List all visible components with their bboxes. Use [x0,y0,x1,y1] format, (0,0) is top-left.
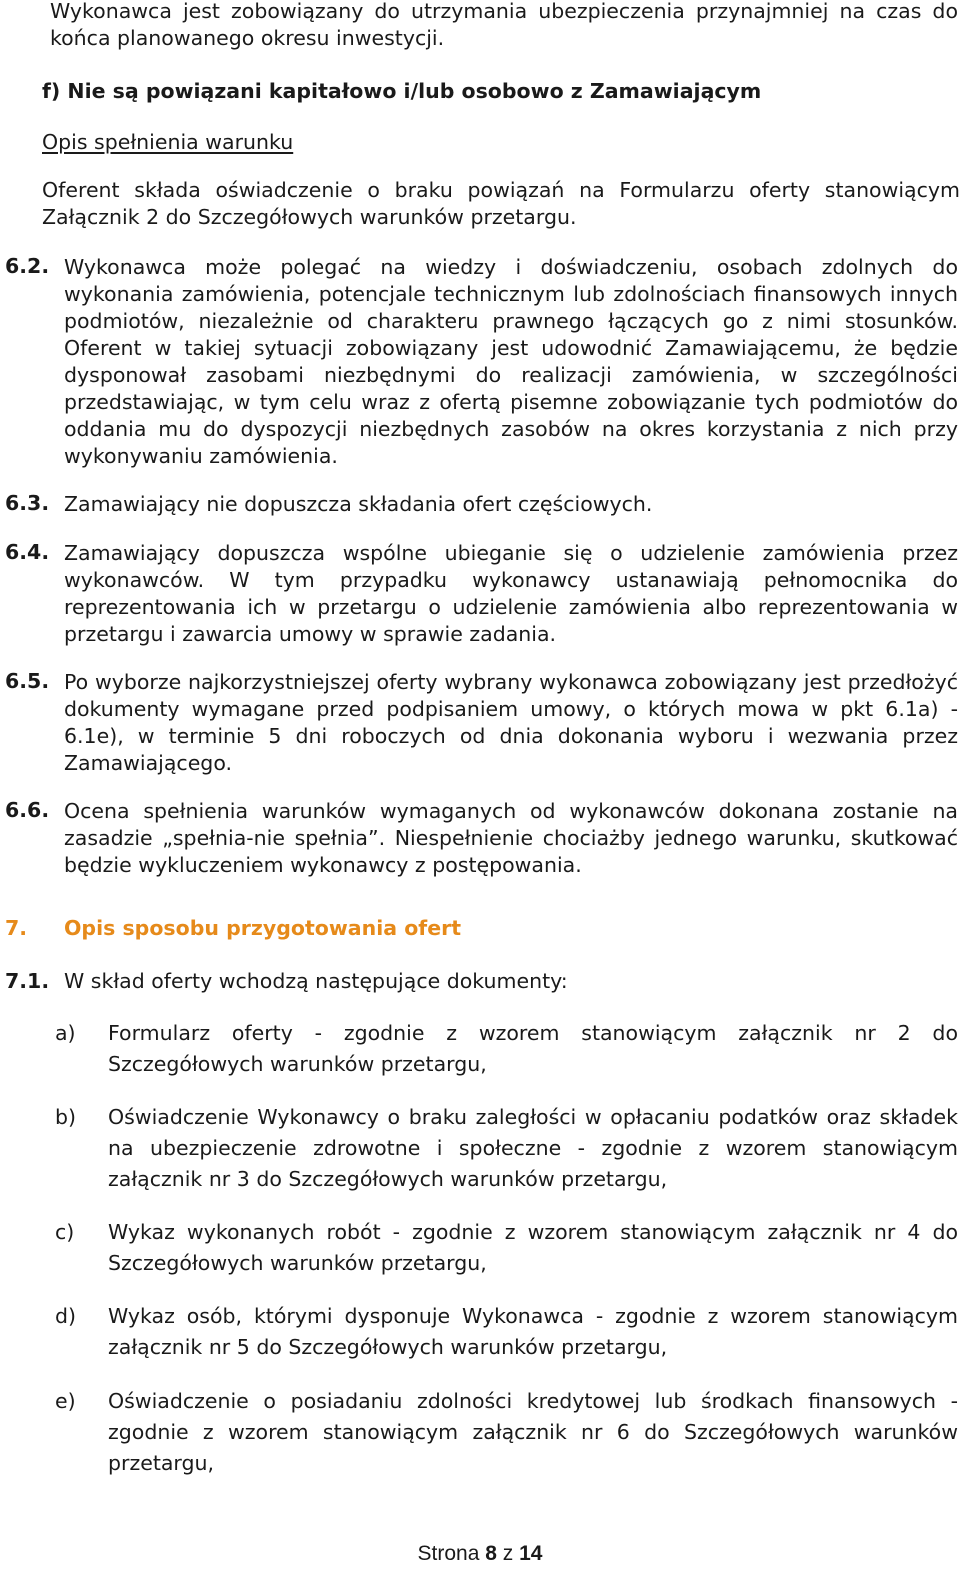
list-item: Oświadczenie o posiadaniu zdolności kredytowej lub środkach finansowych - zgodnie z wzorem stanowiącym załącznik nr 6 do Szczegółowych warunków przetargu, [108,1389,958,1475]
section-text: Po wyborze najkorzystniejszej oferty wybrany wykonawca zobowiązany jest przedłożyć dokumenty wymagane przed podpisaniem umowy, o których mowa w pkt 6.1a) - 6.1e), w terminie 5 dni roboczych od dnia dokonania wyboru i wezwania przez Zamawiającego. [64,670,958,775]
section-text: Ocena spełnienia warunków wymaganych od wykonawców dokonana zostanie na zasadzie „spełnia-nie spełnia”. Niespełnienie chociażby jednego warunku, skutkować będzie wykluczeniem wykonawcy z postępowania. [64,799,958,877]
section-text: W skład oferty wchodzą następujące dokumenty: [64,969,568,993]
section-text: Wykonawca może polegać na wiedzy i doświadczeniu, osobach zdolnych do wykonania zamówienia, potencjale technicznym lub zdolnościach finansowych innych podmiotów, niezależnie od charakteru prawnego łączących go z nimi stosunków. Oferent w takiej sytuacji zobowiązany jest udowodnić Zamawiającemu, że będzie dysponował zasobami niezbędnymi do realizacji zamówienia, w szczególności przedstawiając, w tym celu wraz z ofertą pisemne zobowiązanie tych podmiotów do oddania mu do dyspozycji niezbędnych zasobów na okres korzystania z nich przy wykonywaniu zamówienia. [64,255,958,468]
section-number: 6.6. [5,798,50,822]
chapter-number: 7. [5,916,28,940]
section-number: 6.2. [5,254,50,278]
list-letter: d) [55,1304,77,1328]
section-number: 6.4. [5,540,50,564]
list-letter: b) [55,1105,77,1129]
chapter-title: Opis sposobu przygotowania ofert [64,916,462,940]
footer-middle: z [502,1542,514,1565]
section-text: Zamawiający nie dopuszcza składania ofert częściowych. [64,492,653,516]
page-footer [0,1542,960,1566]
list-letter: c) [55,1220,75,1244]
point-f-heading: f) Nie są powiązani kapitałowo i/lub osobowo z Zamawiającym [42,79,762,103]
section-number: 6.5. [5,669,50,693]
section-text: Zamawiający dopuszcza wspólne ubieganie się o udzielenie zamówienia przez wykonawców. W tym przypadku wykonawcy ustanawiają pełnomocnika do reprezentowania ich w przetargu o udzielenie zamówienia albo reprezentowania w przetargu i zawarcia umowy w sprawie zadania. [64,541,958,646]
footer-page-number: 8 [485,1542,497,1565]
section-number: 7.1. [5,969,50,993]
list-item: Wykaz wykonanych robót - zgodnie z wzorem stanowiącym załącznik nr 4 do Szczegółowych warunków przetargu, [108,1220,958,1275]
list-letter: e) [55,1389,76,1413]
intro-paragraph: Wykonawca jest zobowiązany do utrzymania ubezpieczenia przynajmniej na czas do końca planowanego okresu inwestycji. [50,0,958,50]
list-item: Wykaz osób, którymi dysponuje Wykonawca - zgodnie z wzorem stanowiącym załącznik nr 5 do Szczegółowych warunków przetargu, [108,1304,958,1359]
section-number: 6.3. [5,491,50,515]
point-f-subheading: Opis spełnienia warunku [42,130,294,154]
footer-page-total: 14 [519,1542,543,1565]
list-item: Oświadczenie Wykonawcy o braku zaległości w opłacaniu podatków oraz składek na ubezpieczenie zdrowotne i społeczne - zgodnie z wzorem stanowiącym załącznik nr 3 do Szczegółowych warunków przetargu, [108,1105,958,1191]
footer-prefix: Strona [417,1542,480,1565]
list-item: Formularz oferty - zgodnie z wzorem stanowiącym załącznik nr 2 do Szczegółowych warunków przetargu, [108,1021,958,1076]
point-f-text: Oferent składa oświadczenie o braku powiązań na Formularzu oferty stanowiącym Załącznik 2 do Szczegółowych warunków przetargu. [42,178,960,229]
list-letter: a) [55,1021,76,1045]
